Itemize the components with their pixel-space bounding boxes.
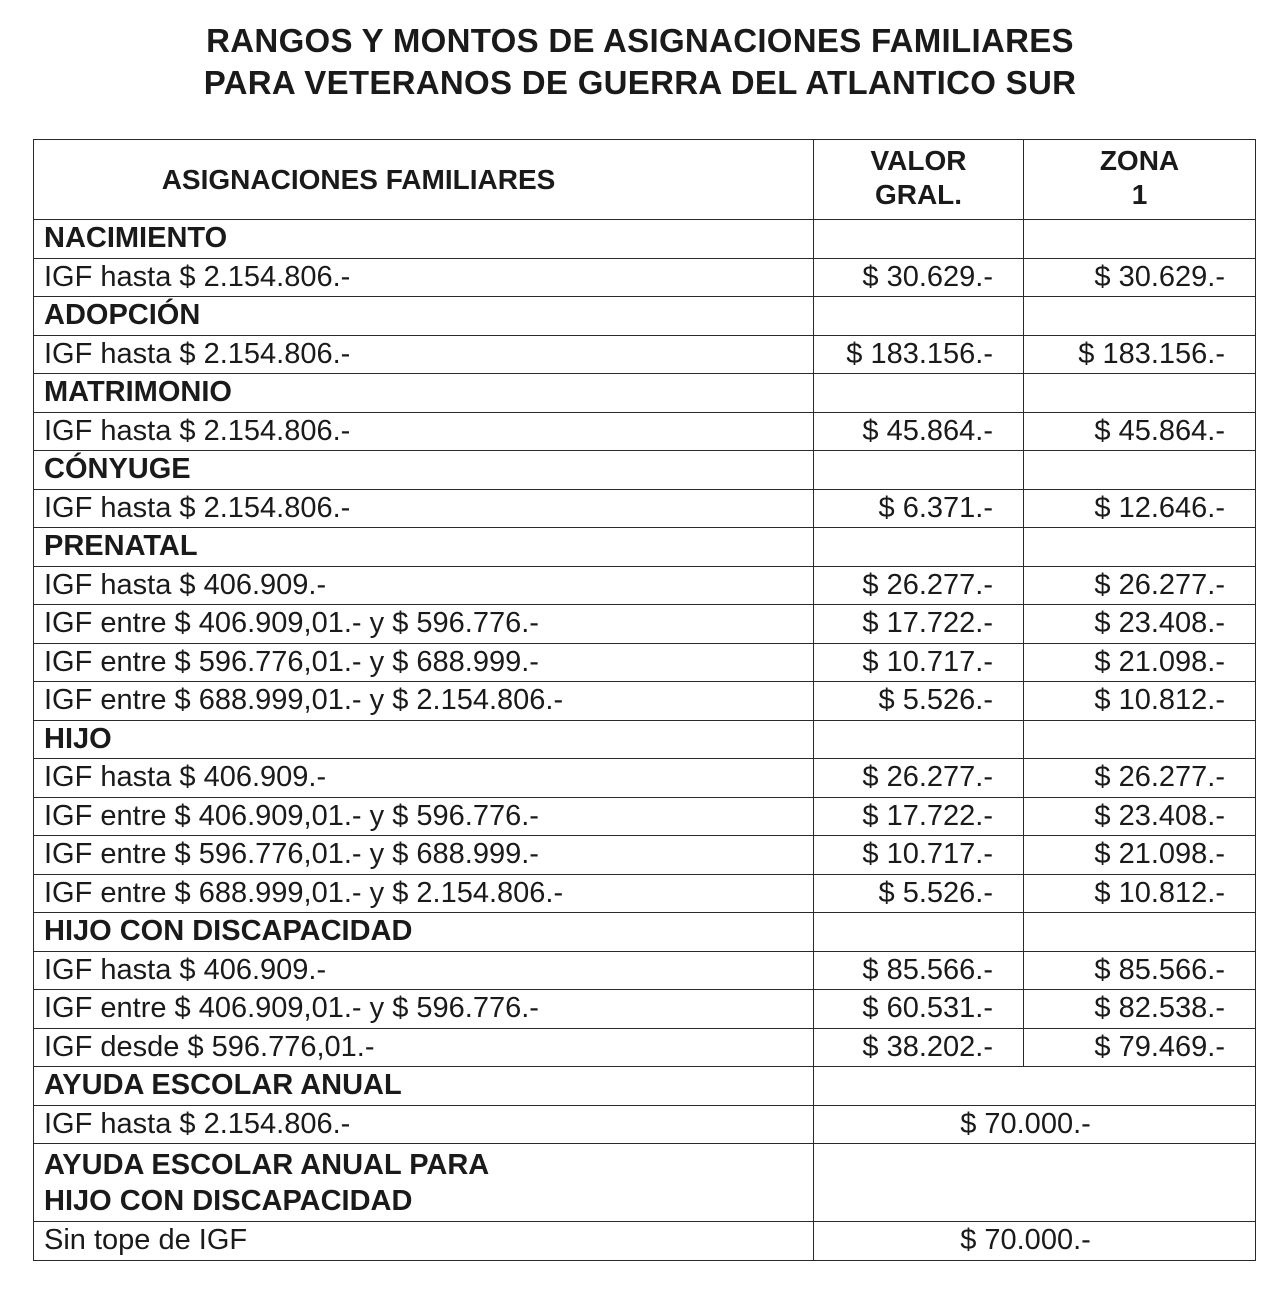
range-label: IGF entre $ 596.776,01.- y $ 688.999.- [34,643,814,682]
valor-gral-cell: $ 26.277.- [814,759,1024,798]
header-asignaciones: ASIGNACIONES FAMILIARES [34,140,814,220]
table-row [34,412,1256,451]
valor-gral-cell: $ 17.722.- [814,797,1024,836]
empty-cell [1024,720,1256,759]
section-label-line2: HIJO CON DISCAPACIDAD [44,1184,413,1217]
valor-gral-cell: $ 10.717.- [814,836,1024,875]
header-valor-line2: GRAL. [874,179,963,210]
section-row [34,374,1256,413]
empty-cell [814,297,1024,336]
range-label: IGF hasta $ 406.909.- [34,951,814,990]
section-row [34,528,1256,567]
range-label: IGF hasta $ 2.154.806.- [34,335,814,374]
range-label: IGF hasta $ 2.154.806.- [34,489,814,528]
zona-1-cell: $ 26.277.- [1024,566,1256,605]
range-label: IGF entre $ 406.909,01.- y $ 596.776.- [34,797,814,836]
range-label: IGF hasta $ 2.154.806.- [34,412,814,451]
empty-cell [1024,451,1256,490]
empty-cell [1024,297,1256,336]
section-label: PRENATAL [34,528,814,567]
section-row [34,220,1256,259]
valor-gral-cell: $ 85.566.- [814,951,1024,990]
table-row [34,566,1256,605]
table-row [34,682,1256,721]
header-zona-1 [1024,140,1256,220]
section-label: NACIMIENTO [34,220,814,259]
empty-cell [814,1144,1256,1222]
zona-1-cell: $ 85.566.- [1024,951,1256,990]
empty-cell [1024,220,1256,259]
zona-1-cell: $ 10.812.- [1024,874,1256,913]
section-label [34,1144,814,1222]
empty-cell [1024,528,1256,567]
valor-gral-cell: $ 45.864.- [814,412,1024,451]
table-row [34,836,1256,875]
empty-cell [814,913,1024,952]
table-header-row [34,140,1256,220]
section-row [34,720,1256,759]
section-label: HIJO [34,720,814,759]
merged-value-cell: $ 70.000.- [814,1222,1256,1261]
section-label: MATRIMONIO [34,374,814,413]
valor-gral-cell: $ 183.156.- [814,335,1024,374]
title-line-1: RANGOS Y MONTOS DE ASIGNACIONES FAMILIARES [206,22,1074,59]
table-row [34,605,1256,644]
range-label: IGF entre $ 406.909,01.- y $ 596.776.- [34,605,814,644]
range-label: IGF entre $ 596.776,01.- y $ 688.999.- [34,836,814,875]
table-row [34,1105,1256,1144]
empty-cell [814,528,1024,567]
section-label: CÓNYUGE [34,451,814,490]
table-row [34,759,1256,798]
range-label: IGF desde $ 596.776,01.- [34,1028,814,1067]
table-row [34,951,1256,990]
zona-1-cell: $ 82.538.- [1024,990,1256,1029]
title-line-2: PARA VETERANOS DE GUERRA DEL ATLANTICO SUR [203,64,1077,101]
asignaciones-table [33,139,1256,1261]
zona-1-cell: $ 23.408.- [1024,605,1256,644]
header-valor-gral [814,140,1024,220]
table-row [34,643,1256,682]
valor-gral-cell: $ 60.531.- [814,990,1024,1029]
empty-cell [814,451,1024,490]
section-row [34,1067,1256,1106]
section-row [34,451,1256,490]
zona-1-cell: $ 79.469.- [1024,1028,1256,1067]
valor-gral-cell: $ 30.629.- [814,258,1024,297]
valor-gral-cell: $ 17.722.- [814,605,1024,644]
range-label: IGF hasta $ 2.154.806.- [34,258,814,297]
table-row [34,1222,1256,1261]
valor-gral-cell: $ 5.526.- [814,874,1024,913]
range-label: IGF hasta $ 406.909.- [34,566,814,605]
empty-cell [814,720,1024,759]
range-label: Sin tope de IGF [34,1222,814,1261]
range-label: IGF hasta $ 2.154.806.- [34,1105,814,1144]
empty-cell [1024,913,1256,952]
range-label: IGF hasta $ 406.909.- [34,759,814,798]
section-label: HIJO CON DISCAPACIDAD [34,913,814,952]
valor-gral-cell: $ 26.277.- [814,566,1024,605]
zona-1-cell: $ 21.098.- [1024,836,1256,875]
table-row [34,1028,1256,1067]
valor-gral-cell: $ 10.717.- [814,643,1024,682]
range-label: IGF entre $ 406.909,01.- y $ 596.776.- [34,990,814,1029]
document-title [0,20,1280,104]
header-valor-line1: VALOR [870,145,967,176]
valor-gral-cell: $ 5.526.- [814,682,1024,721]
table-row [34,874,1256,913]
zona-1-cell: $ 183.156.- [1024,335,1256,374]
empty-cell [814,374,1024,413]
empty-cell [814,1067,1256,1106]
zona-1-cell: $ 26.277.- [1024,759,1256,798]
zona-1-cell: $ 45.864.- [1024,412,1256,451]
section-label: ADOPCIÓN [34,297,814,336]
valor-gral-cell: $ 38.202.- [814,1028,1024,1067]
merged-value-cell: $ 70.000.- [814,1105,1256,1144]
zona-1-cell: $ 10.812.- [1024,682,1256,721]
table-row [34,489,1256,528]
table-row [34,990,1256,1029]
zona-1-cell: $ 30.629.- [1024,258,1256,297]
zona-1-cell: $ 23.408.- [1024,797,1256,836]
section-row [34,913,1256,952]
section-label: AYUDA ESCOLAR ANUAL [34,1067,814,1106]
header-zona-line2: 1 [1131,179,1148,210]
range-label: IGF entre $ 688.999,01.- y $ 2.154.806.- [34,682,814,721]
section-row [34,1144,1256,1222]
section-label-line1: AYUDA ESCOLAR ANUAL PARA [44,1148,490,1181]
table-row [34,258,1256,297]
empty-cell [1024,374,1256,413]
empty-cell [814,220,1024,259]
range-label: IGF entre $ 688.999,01.- y $ 2.154.806.- [34,874,814,913]
header-zona-line1: ZONA [1099,145,1180,176]
table-row [34,335,1256,374]
section-row [34,297,1256,336]
valor-gral-cell: $ 6.371.- [814,489,1024,528]
table-row [34,797,1256,836]
zona-1-cell: $ 21.098.- [1024,643,1256,682]
zona-1-cell: $ 12.646.- [1024,489,1256,528]
